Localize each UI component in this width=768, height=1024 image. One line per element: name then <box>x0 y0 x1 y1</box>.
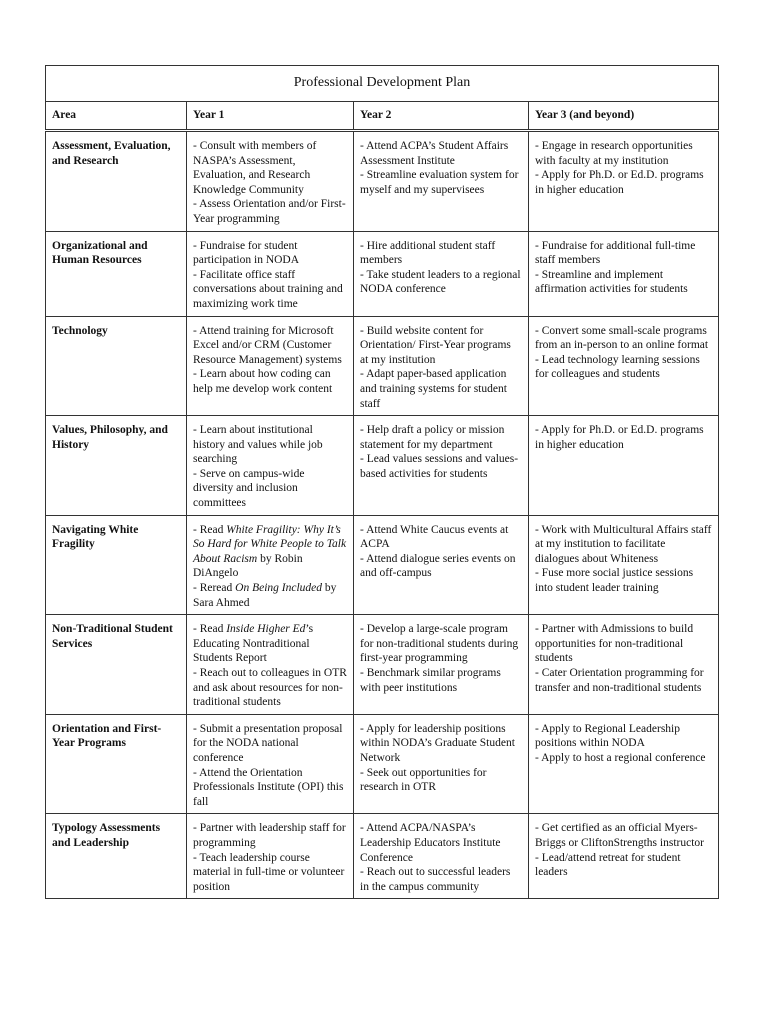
year-1-cell <box>187 515 354 615</box>
area-cell: Non-Traditional Student Services <box>46 615 187 715</box>
plan-item <box>360 622 522 666</box>
year-3-cell <box>529 714 719 814</box>
plan-item <box>360 766 522 795</box>
plan-item <box>193 139 347 197</box>
item-text: - Read <box>193 523 227 536</box>
plan-item <box>360 239 522 268</box>
item-text: - Attend White Caucus events at ACPA <box>360 523 509 551</box>
item-text: - Partner with leadership staff for programming <box>193 822 346 849</box>
plan-item <box>193 581 347 610</box>
plan-item <box>360 821 522 865</box>
plan-item <box>193 766 347 810</box>
item-text: - Hire additional student staff members <box>360 239 496 267</box>
year-2-cell <box>354 515 529 615</box>
year-1-cell <box>187 714 354 814</box>
item-text: - Seek out opportunities for research in OTR <box>360 766 487 794</box>
item-text: by Robin DiAngelo <box>193 552 303 580</box>
plan-item <box>193 197 347 226</box>
year-2-cell <box>354 316 529 416</box>
year-1-cell <box>187 615 354 715</box>
book-title: White Fragility: Why It’s So Hard for White People to Talk About Racism <box>193 523 347 565</box>
item-text: - Attend ACPA/NASPA’s Leadership Educators Institute Conference <box>360 822 501 864</box>
item-text: - Take student leaders to a regional NODA conference <box>360 268 521 296</box>
item-text: - Lead values sessions and values-based activities for students <box>360 453 519 480</box>
area-cell: Technology <box>46 316 187 416</box>
item-text: - Serve on campus-wide diversity and inclusion committees <box>193 467 305 510</box>
plan-item <box>535 324 712 353</box>
item-text: - Cater Orientation programming for transfer and non-traditional students <box>535 667 704 694</box>
area-cell: Orientation and First-Year Programs <box>46 714 187 814</box>
plan-item <box>535 622 712 666</box>
area-cell: Values, Philosophy, and History <box>46 416 187 516</box>
plan-item <box>360 367 522 411</box>
item-text: - Lead technology learning sessions for colleagues and students <box>535 353 700 381</box>
plan-item <box>193 666 347 710</box>
column-header-year-1: Year 1 <box>187 102 354 131</box>
plan-item <box>535 722 712 751</box>
plan-item <box>535 239 712 268</box>
plan-item <box>193 821 347 850</box>
item-text: - Reach out to colleagues in OTR and ask about resources for non-traditional students <box>193 667 347 709</box>
item-text: - Read <box>193 623 227 636</box>
item-text: - Apply for Ph.D. or Ed.D. programs in higher education <box>535 169 704 196</box>
table-body <box>46 131 719 899</box>
year-1-cell <box>187 316 354 416</box>
plan-item <box>360 168 522 197</box>
plan-item <box>535 268 712 297</box>
year-3-cell <box>529 615 719 715</box>
item-text: - Help draft a policy or mission statement for my department <box>360 424 505 451</box>
plan-item <box>535 566 712 595</box>
plan-item <box>535 821 712 850</box>
table-row <box>46 714 719 814</box>
item-text: - Convert some small-scale programs from an in-person to an online format <box>535 324 709 352</box>
book-title: On Being Included <box>235 582 323 595</box>
item-text: - Apply to host a regional conference <box>535 751 706 764</box>
year-1-cell <box>187 231 354 316</box>
item-text: - Apply to Regional Leadership positions within NODA <box>535 722 680 750</box>
table-row <box>46 814 719 899</box>
plan-item <box>360 552 522 581</box>
item-text: - Build website content for Orientation/ First-Year programs at my institution <box>360 324 511 366</box>
year-3-cell <box>529 416 719 516</box>
year-1-cell <box>187 814 354 899</box>
year-3-cell <box>529 814 719 899</box>
item-text: - Fuse more social justice sessions into student leader training <box>535 567 694 595</box>
item-text: - Attend training for Microsoft Excel and/or CRM (Customer Resource Management) systems <box>193 324 342 366</box>
item-text: - Benchmark similar programs with peer institutions <box>360 667 501 694</box>
plan-item <box>535 139 712 168</box>
item-text: - Streamline and implement affirmation activities for students <box>535 268 688 296</box>
plan-item <box>193 467 347 511</box>
book-title: Inside Higher Ed <box>226 623 306 636</box>
plan-item <box>193 324 347 368</box>
item-text: - Engage in research opportunities with faculty at my institution <box>535 140 693 167</box>
table-title: Professional Development Plan <box>46 66 719 102</box>
item-text: - Facilitate office staff conversations about training and maximizing work time <box>193 268 343 310</box>
item-text: - Submit a presentation proposal for the NODA national conference <box>193 722 343 764</box>
item-text: - Reach out to successful leaders in the campus community <box>360 866 511 893</box>
item-text: - Fundraise for additional full-time staff members <box>535 239 696 267</box>
plan-item <box>360 139 522 168</box>
item-text: - Develop a large-scale program for non-traditional students during first-year programming <box>360 623 519 665</box>
table-row <box>46 515 719 615</box>
plan-item <box>535 751 712 766</box>
header-row <box>46 102 719 131</box>
plan-item <box>535 851 712 880</box>
item-text: - Attend dialogue series events on and off-campus <box>360 552 516 580</box>
year-2-cell <box>354 131 529 232</box>
year-1-cell <box>187 416 354 516</box>
item-text: - Fundraise for student participation in NODA <box>193 239 300 267</box>
plan-item <box>535 353 712 382</box>
plan-item <box>193 239 347 268</box>
item-text: - Reread <box>193 582 236 595</box>
plan-item <box>360 268 522 297</box>
year-2-cell <box>354 814 529 899</box>
item-text: - Adapt paper-based application and training systems for student staff <box>360 368 507 410</box>
development-plan-table <box>45 65 719 899</box>
column-header-year-3: Year 3 (and beyond) <box>529 102 719 131</box>
item-text: - Get certified as an official Myers-Briggs or CliftonStrengths instructor <box>535 822 704 849</box>
year-3-cell <box>529 231 719 316</box>
column-header-area: Area <box>46 102 187 131</box>
plan-item <box>360 324 522 368</box>
plan-item <box>360 666 522 695</box>
plan-item <box>535 168 712 197</box>
item-text: - Consult with members of NASPA’s Assessment, Evaluation, and Research Knowledge Community <box>193 140 317 196</box>
plan-item <box>193 851 347 895</box>
item-text: - Learn about how coding can help me develop work content <box>193 368 333 395</box>
plan-item <box>535 666 712 695</box>
column-header-year-2: Year 2 <box>354 102 529 131</box>
plan-item <box>193 423 347 467</box>
area-cell: Assessment, Evaluation, and Research <box>46 131 187 232</box>
year-2-cell <box>354 615 529 715</box>
plan-item <box>360 523 522 552</box>
table-row <box>46 416 719 516</box>
item-text: - Apply for leadership positions within NODA’s Graduate Student Network <box>360 722 515 764</box>
plan-item <box>535 423 712 452</box>
table-row <box>46 231 719 316</box>
item-text: - Streamline evaluation system for myself and my supervisees <box>360 169 519 196</box>
year-3-cell <box>529 131 719 232</box>
item-text: - Partner with Admissions to build opportunities for non-traditional students <box>535 623 694 665</box>
year-2-cell <box>354 416 529 516</box>
plan-item <box>360 722 522 766</box>
plan-item <box>193 523 347 581</box>
item-text: - Attend the Orientation Professionals Institute (OPI) this fall <box>193 766 344 808</box>
item-text: - Teach leadership course material in full-time or volunteer position <box>193 851 345 893</box>
item-text: ’s Educating Nontraditional Students Report <box>193 623 314 665</box>
year-3-cell <box>529 515 719 615</box>
year-2-cell <box>354 231 529 316</box>
table-row <box>46 131 719 232</box>
year-2-cell <box>354 714 529 814</box>
plan-item <box>360 865 522 894</box>
area-cell: Navigating White Fragility <box>46 515 187 615</box>
plan-item <box>193 268 347 312</box>
plan-item <box>193 367 347 396</box>
title-row <box>46 66 719 102</box>
item-text: - Apply for Ph.D. or Ed.D. programs in higher education <box>535 424 704 451</box>
item-text: by Sara Ahmed <box>193 582 337 609</box>
item-text: - Work with Multicultural Affairs staff at my institution to facilitate dialogues about Whiteness <box>535 523 712 565</box>
plan-item <box>193 622 347 666</box>
area-cell: Organizational and Human Resources <box>46 231 187 316</box>
plan-item <box>535 523 712 567</box>
area-cell: Typology Assessments and Leadership <box>46 814 187 899</box>
year-3-cell <box>529 316 719 416</box>
item-text: - Attend ACPA’s Student Affairs Assessment Institute <box>360 140 509 167</box>
table-row <box>46 615 719 715</box>
item-text: - Learn about institutional history and values while job searching <box>193 424 323 466</box>
item-text: - Assess Orientation and/or First-Year programming <box>193 198 346 225</box>
plan-item <box>360 423 522 452</box>
plan-item <box>193 722 347 766</box>
year-1-cell <box>187 131 354 232</box>
plan-item <box>360 452 522 481</box>
item-text: - Lead/attend retreat for student leaders <box>535 851 681 879</box>
table-row <box>46 316 719 416</box>
